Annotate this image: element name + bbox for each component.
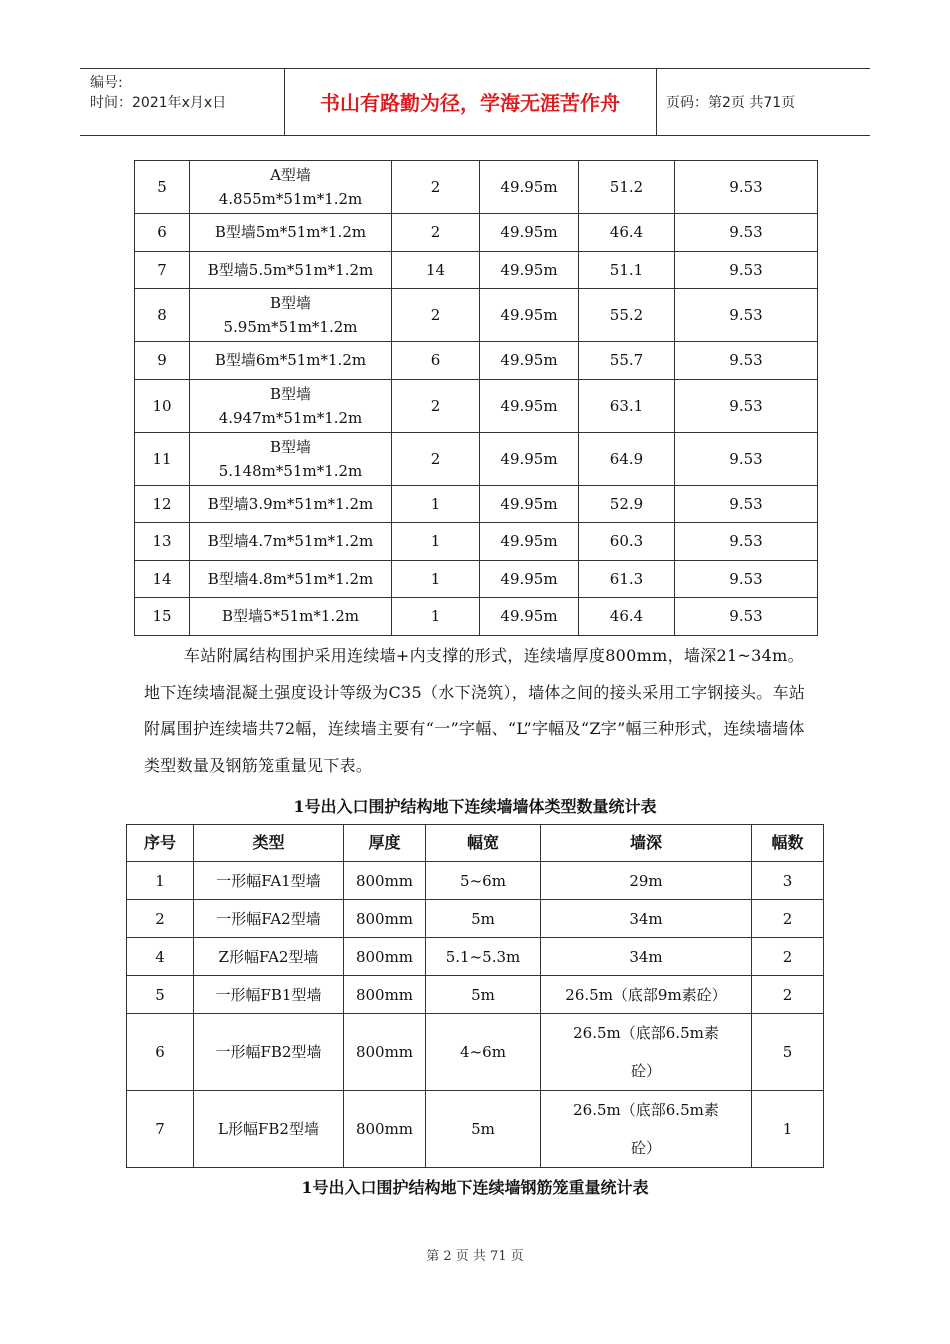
table-cell: B型墙3.9m*51m*1.2m [190, 485, 392, 523]
table-cell: 2 [392, 161, 480, 214]
table-row [135, 289, 818, 342]
table-cell: 7 [135, 251, 190, 289]
column-header: 幅数 [752, 825, 824, 862]
table-header-row [127, 825, 824, 862]
table-cell: B型墙 5.95m*51m*1.2m [190, 289, 392, 342]
table-row [135, 560, 818, 598]
table-row [135, 251, 818, 289]
table-cell: 800mm [344, 976, 426, 1014]
table-cell: 5m [426, 1091, 541, 1168]
table-cell: A型墙 4.855m*51m*1.2m [190, 161, 392, 214]
table-cell: 3 [752, 862, 824, 900]
table-cell: 5m [426, 900, 541, 938]
table-row [127, 862, 824, 900]
table-cell: 1 [392, 523, 480, 561]
table-row [127, 1014, 824, 1091]
table-cell: 9.53 [675, 598, 818, 636]
table-cell: 2 [392, 289, 480, 342]
body-paragraph [144, 638, 820, 784]
column-header: 序号 [127, 825, 194, 862]
table-cell: 46.4 [579, 598, 675, 636]
table-cell: 11 [135, 432, 190, 485]
table-cell: 12 [135, 485, 190, 523]
table-cell: 一形幅FA1型墙 [194, 862, 344, 900]
table-row [135, 214, 818, 252]
table-cell: 9.53 [675, 523, 818, 561]
table-cell: B型墙5m*51m*1.2m [190, 214, 392, 252]
table-row [135, 432, 818, 485]
table-cell: 49.95m [480, 251, 579, 289]
table-cell: 9.53 [675, 342, 818, 380]
table-row [135, 161, 818, 214]
table-cell: 1 [392, 598, 480, 636]
table-cell: 49.95m [480, 560, 579, 598]
table-cell: 2 [392, 432, 480, 485]
table-cell: L形幅FB2型墙 [194, 1091, 344, 1168]
table-cell: 55.2 [579, 289, 675, 342]
column-header: 厚度 [344, 825, 426, 862]
table-row [135, 379, 818, 432]
table-cell: 49.95m [480, 379, 579, 432]
wall-type-table-body [127, 862, 824, 1168]
table-row [127, 938, 824, 976]
header-page-info: 页码：第2页 共71页 [666, 95, 796, 111]
table-cell: 5 [752, 1014, 824, 1091]
table-cell: 49.95m [480, 485, 579, 523]
table-cell: 34m [541, 900, 752, 938]
table-cell: 800mm [344, 938, 426, 976]
table-cell: 10 [135, 379, 190, 432]
table-cell: B型墙4.7m*51m*1.2m [190, 523, 392, 561]
table-cell: 14 [392, 251, 480, 289]
table-cell: B型墙 5.148m*51m*1.2m [190, 432, 392, 485]
table-cell: 7 [127, 1091, 194, 1168]
table-cell: 9.53 [675, 161, 818, 214]
table-cell: 1 [392, 485, 480, 523]
wall-table-body [135, 161, 818, 636]
table-cell: 2 [752, 976, 824, 1014]
table-cell: 61.3 [579, 560, 675, 598]
table-cell: 55.7 [579, 342, 675, 380]
table-row [127, 1091, 824, 1168]
table-cell: 15 [135, 598, 190, 636]
table-cell: 64.9 [579, 432, 675, 485]
column-header: 幅宽 [426, 825, 541, 862]
table-caption: 1号出入口围护结构地下连续墙墙体类型数量统计表 [293, 797, 657, 816]
table-cell: 9.53 [675, 560, 818, 598]
table-cell: 9.53 [675, 251, 818, 289]
table-cell: 5.1~5.3m [426, 938, 541, 976]
table-cell: B型墙6m*51m*1.2m [190, 342, 392, 380]
header-meta [90, 73, 226, 113]
table-cell: 5~6m [426, 862, 541, 900]
table-cell: 2 [752, 938, 824, 976]
table-row [135, 598, 818, 636]
table-cell: 2 [392, 214, 480, 252]
table-cell: 26.5m（底部6.5m素 砼） [541, 1014, 752, 1091]
wall-type-table [126, 824, 824, 1168]
table-cell: 6 [127, 1014, 194, 1091]
table-cell: 9 [135, 342, 190, 380]
table-cell: 49.95m [480, 289, 579, 342]
table-cell: 51.2 [579, 161, 675, 214]
table-row [135, 342, 818, 380]
table-cell: 800mm [344, 900, 426, 938]
table-cell: 49.95m [480, 161, 579, 214]
table-cell: 49.95m [480, 598, 579, 636]
table-cell: 46.4 [579, 214, 675, 252]
table-cell: 26.5m（底部6.5m素 砼） [541, 1091, 752, 1168]
table-cell: 9.53 [675, 289, 818, 342]
table-cell: 1 [392, 560, 480, 598]
table-cell: B型墙 4.947m*51m*1.2m [190, 379, 392, 432]
table-cell: 9.53 [675, 485, 818, 523]
table-cell: B型墙5.5m*51m*1.2m [190, 251, 392, 289]
table-cell: 4 [127, 938, 194, 976]
table-cell: 9.53 [675, 379, 818, 432]
page-footer: 第 2 页 共 71 页 [426, 1249, 524, 1264]
table-cell: 63.1 [579, 379, 675, 432]
table-cell: B型墙5*51m*1.2m [190, 598, 392, 636]
table-cell: 一形幅FB1型墙 [194, 976, 344, 1014]
column-header: 类型 [194, 825, 344, 862]
table-cell: B型墙4.8m*51m*1.2m [190, 560, 392, 598]
table-cell: 1 [127, 862, 194, 900]
table-cell: 49.95m [480, 432, 579, 485]
table-cell: 6 [135, 214, 190, 252]
header-slogan: 书山有路勤为径，学海无涯苦作舟 [320, 91, 620, 115]
table-cell: 49.95m [480, 523, 579, 561]
table-cell: 5 [135, 161, 190, 214]
table-cell: 4~6m [426, 1014, 541, 1091]
header-divider [656, 69, 657, 135]
table-cell: 5 [127, 976, 194, 1014]
table-cell: 13 [135, 523, 190, 561]
table-cell: 一形幅FB2型墙 [194, 1014, 344, 1091]
table-cell: Z形幅FA2型墙 [194, 938, 344, 976]
table-cell: 8 [135, 289, 190, 342]
code-label: 编号: [90, 75, 123, 91]
table-row [127, 900, 824, 938]
table-cell: 29m [541, 862, 752, 900]
table-cell: 800mm [344, 1091, 426, 1168]
table-cell: 2 [752, 900, 824, 938]
table-cell: 52.9 [579, 485, 675, 523]
table-cell: 26.5m（底部9m素砼） [541, 976, 752, 1014]
table-cell: 一形幅FA2型墙 [194, 900, 344, 938]
table-cell: 800mm [344, 1014, 426, 1091]
page-header [80, 68, 870, 136]
table-caption: 1号出入口围护结构地下连续墙钢筋笼重量统计表 [301, 1178, 649, 1197]
table-cell: 14 [135, 560, 190, 598]
time-label: 时间：2021年x月x日 [90, 95, 227, 111]
table-row [135, 523, 818, 561]
table-cell: 800mm [344, 862, 426, 900]
table-cell: 49.95m [480, 342, 579, 380]
table-cell: 9.53 [675, 432, 818, 485]
paragraph-text: 车站附属结构围护采用连续墙+内支撑的形式，连续墙厚度800mm，墙深21~34m。地下连续墙混凝土强度设计等级为C35（水下浇筑），墙体之间的接头采用工字钢接头。车站附属围护连续墙共72幅，连续墙主要有“一”字幅、“L”字幅及“Z字”幅三种形式，连续墙墙体类型数量及钢筋笼重量见下表。 [144, 646, 806, 775]
table-cell: 1 [752, 1091, 824, 1168]
table-row [135, 485, 818, 523]
table-cell: 51.1 [579, 251, 675, 289]
table-cell: 5m [426, 976, 541, 1014]
table-cell: 9.53 [675, 214, 818, 252]
table-cell: 60.3 [579, 523, 675, 561]
table-cell: 2 [127, 900, 194, 938]
column-header: 墙深 [541, 825, 752, 862]
table-cell: 6 [392, 342, 480, 380]
table-cell: 34m [541, 938, 752, 976]
table-cell: 2 [392, 379, 480, 432]
wall-table-continued [134, 160, 818, 636]
table-row [127, 976, 824, 1014]
table-cell: 49.95m [480, 214, 579, 252]
